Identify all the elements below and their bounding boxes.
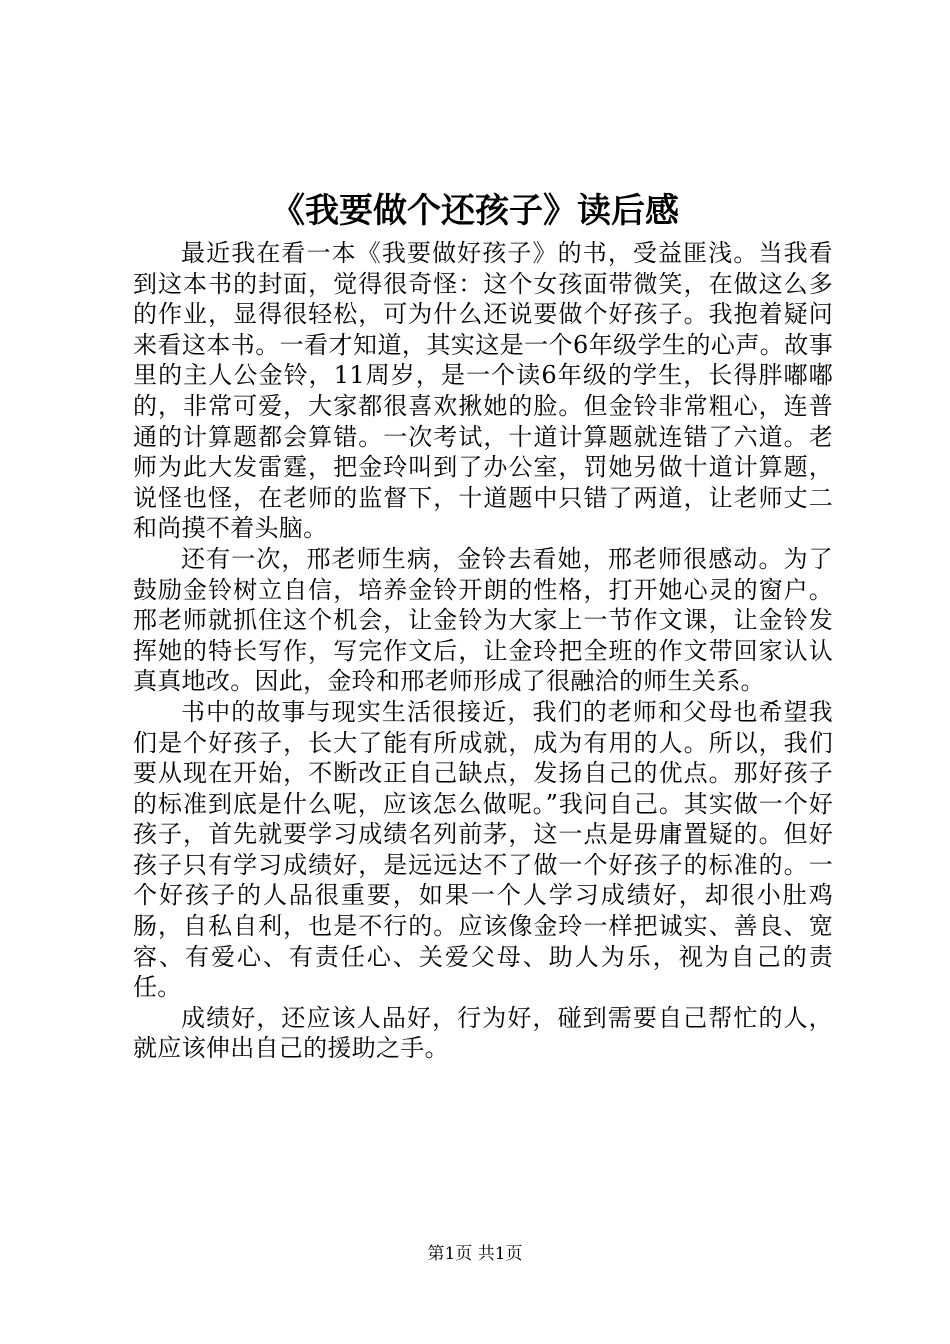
page-footer: 第1页 共1页 [427, 1244, 523, 1264]
paragraph-3: 书中的故事与现实生活很接近，我们的老师和父母也希望我们是个好孩子，长大了能有所成就，成为有用的人。所以，我们要从现在开始，不断改正自己缺点，发扬自己的优点。那好孩子的标准到底是什么呢，应该怎么做呢。”我问自己。其实做一个好孩子，首先就要学习成绩名列前茅，这一点是毋庸置疑的。但好孩子只有学习成绩好，是远远达不了做一个好孩子的标准的。一个好孩子的人品很重要，如果一个人学习成绩好，却很小肚鸡肠，自私自利，也是不行的。应该像金玲一样把诚实、善良、宽容、有爱心、有责任心、关爱父母、助人为乐，视为自己的责任。 [133, 697, 833, 1002]
document-title: 《我要做个还孩子》读后感 [271, 191, 679, 231]
paragraph-2: 还有一次，邢老师生病，金铃去看她，邢老师很感动。为了鼓励金铃树立自信，培养金铃开朗的性格，打开她心灵的窗户。邢老师就抓住这个机会，让金铃为大家上一节作文课，让金铃发挥她的特长写作，写完作文后，让金玲把全班的作文带回家认认真真地改。因此，金玲和邢老师形成了很融洽的师生关系。 [133, 544, 833, 696]
paragraph-4: 成绩好，还应该人品好，行为好，碰到需要自己帮忙的人，就应该伸出自己的援助之手。 [133, 1003, 833, 1063]
paragraph-1: 最近我在看一本《我要做好孩子》的书，受益匪浅。当我看到这本书的封面，觉得很奇怪：这个女孩面带微笑，在做这么多的作业，显得很轻松，可为什么还说要做个好孩子。我抱着疑问来看这本书。一看才知道，其实这是一个6年级学生的心声。故事里的主人公金铃，11周岁，是一个读6年级的学生，长得胖嘟嘟的，非常可爱，大家都很喜欢揪她的脸。但金铃非常粗心，连普通的计算题都会算错。一次考试，十道计算题就连错了六道。老师为此大发雷霆，把金玲叫到了办公室，罚她另做十道计算题，说怪也怪，在老师的监督下，十道题中只错了两道，让老师丈二和尚摸不着头脑。 [133, 239, 833, 543]
document-body [133, 238, 833, 1064]
